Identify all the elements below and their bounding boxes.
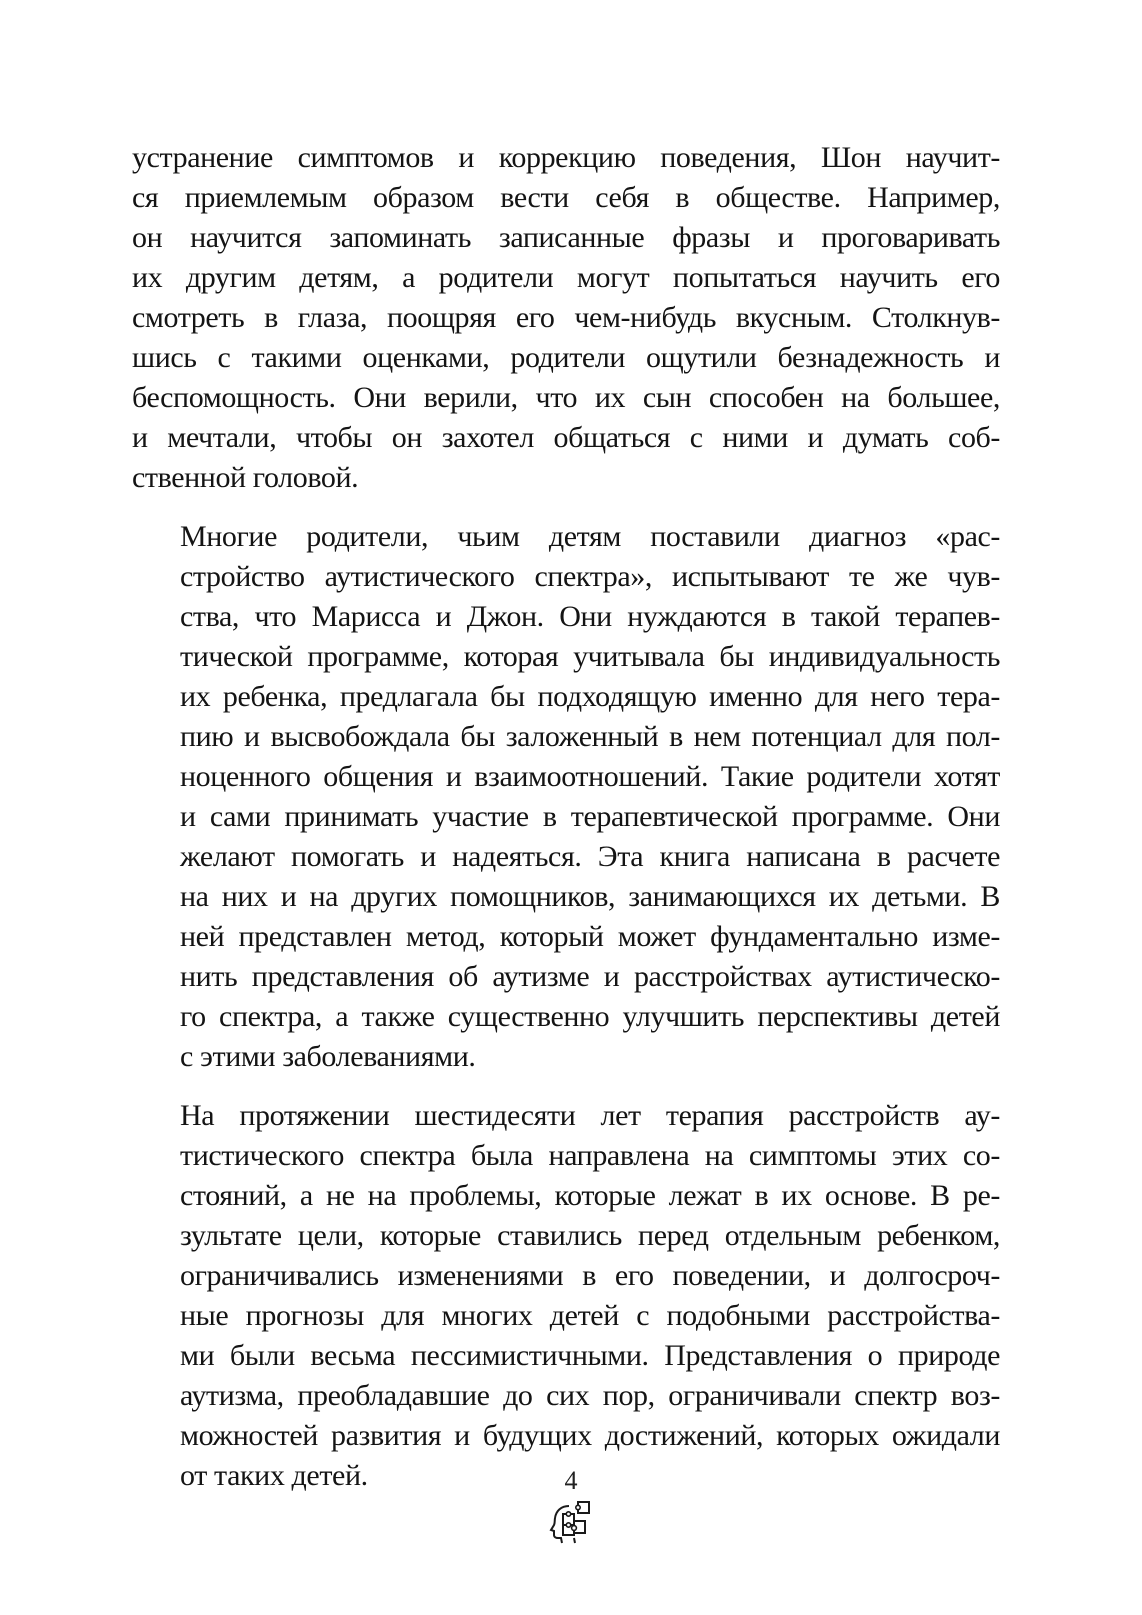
paragraph [132, 138, 1000, 498]
text-line: пию и высвобождала бы заложенный в нем потенциал для пол- [180, 720, 1000, 753]
text-line: с этими заболеваниями. [180, 1040, 476, 1073]
text-line: их ребенка, предлагала бы подходящую именно для него тера- [180, 680, 1000, 713]
text-line: смотреть в глаза, поощряя его чем-нибудь вкусным. Столкнув- [132, 301, 1000, 334]
text-line: он научится запоминать записанные фразы и проговаривать [132, 221, 1000, 254]
paragraph [132, 1096, 1000, 1496]
text-line: На протяжении шестидесяти лет терапия расстройств ау- [180, 1099, 1000, 1132]
text-line: Многие родители, чьим детям поставили диагноз «рас- [180, 520, 1000, 553]
text-line: ся приемлемым образом вести себя в обществе. Например, [132, 181, 1000, 214]
text-line: тической программе, которая учитывала бы индивидуальность [180, 640, 1000, 673]
text-line: го спектра, а также существенно улучшить перспективы детей [180, 1000, 1000, 1033]
text-line: от таких детей. [180, 1459, 368, 1492]
text-line: нить представления об аутизме и расстройствах аутистическо- [180, 960, 1000, 993]
text-line: желают помогать и надеяться. Эта книга написана в расчете [180, 840, 1000, 873]
text-line: зультате цели, которые ставились перед отдельным ребенком, [180, 1219, 1000, 1252]
text-line: шись с такими оценками, родители ощутили безнадежность и [132, 341, 1000, 374]
text-line: ограничивались изменениями в его поведении, и долгосроч- [180, 1259, 1000, 1292]
paragraph [132, 517, 1000, 1077]
text-line: их другим детям, а родители могут попытаться научить его [132, 261, 1000, 294]
text-line: ства, что Марисса и Джон. Они нуждаются в такой терапев- [180, 600, 1000, 633]
text-line: стройство аутистического спектра», испытывают те же чув- [180, 560, 1000, 593]
text-line: ноценного общения и взаимоотношений. Такие родители хотят [180, 760, 1000, 793]
text-line: ные прогнозы для многих детей с подобными расстройства- [180, 1299, 1000, 1332]
text-line: на них и на других помощников, занимающихся их детьми. В [180, 880, 1000, 913]
text-line: устранение симптомов и коррекцию поведения, Шон научит- [132, 141, 1000, 174]
text-line: ми были весьма пессимистичными. Представления о природе [180, 1339, 1000, 1372]
text-line: и мечтали, чтобы он захотел общаться с ними и думать соб- [132, 421, 1000, 454]
text-line: беспомощность. Они верили, что их сын способен на большее, [132, 381, 1000, 414]
body-text [132, 138, 1000, 1515]
text-line: можностей развития и будущих достижений, которых ожидали [180, 1419, 1000, 1452]
text-line: тистического спектра была направлена на симптомы этих со- [180, 1139, 1000, 1172]
text-line: ней представлен метод, который может фундаментально изме- [180, 920, 1000, 953]
text-line: и сами принимать участие в терапевтической программе. Они [180, 800, 1000, 833]
page-number: 4 [564, 1466, 578, 1495]
text-line: стояний, а не на проблемы, которые лежат в их основе. В ре- [180, 1179, 1000, 1212]
text-line: аутизма, преобладавшие до сих пор, ограничивали спектр воз- [180, 1379, 1000, 1412]
text-line: ственной головой. [132, 461, 359, 494]
head-puzzle-icon [549, 1498, 593, 1544]
